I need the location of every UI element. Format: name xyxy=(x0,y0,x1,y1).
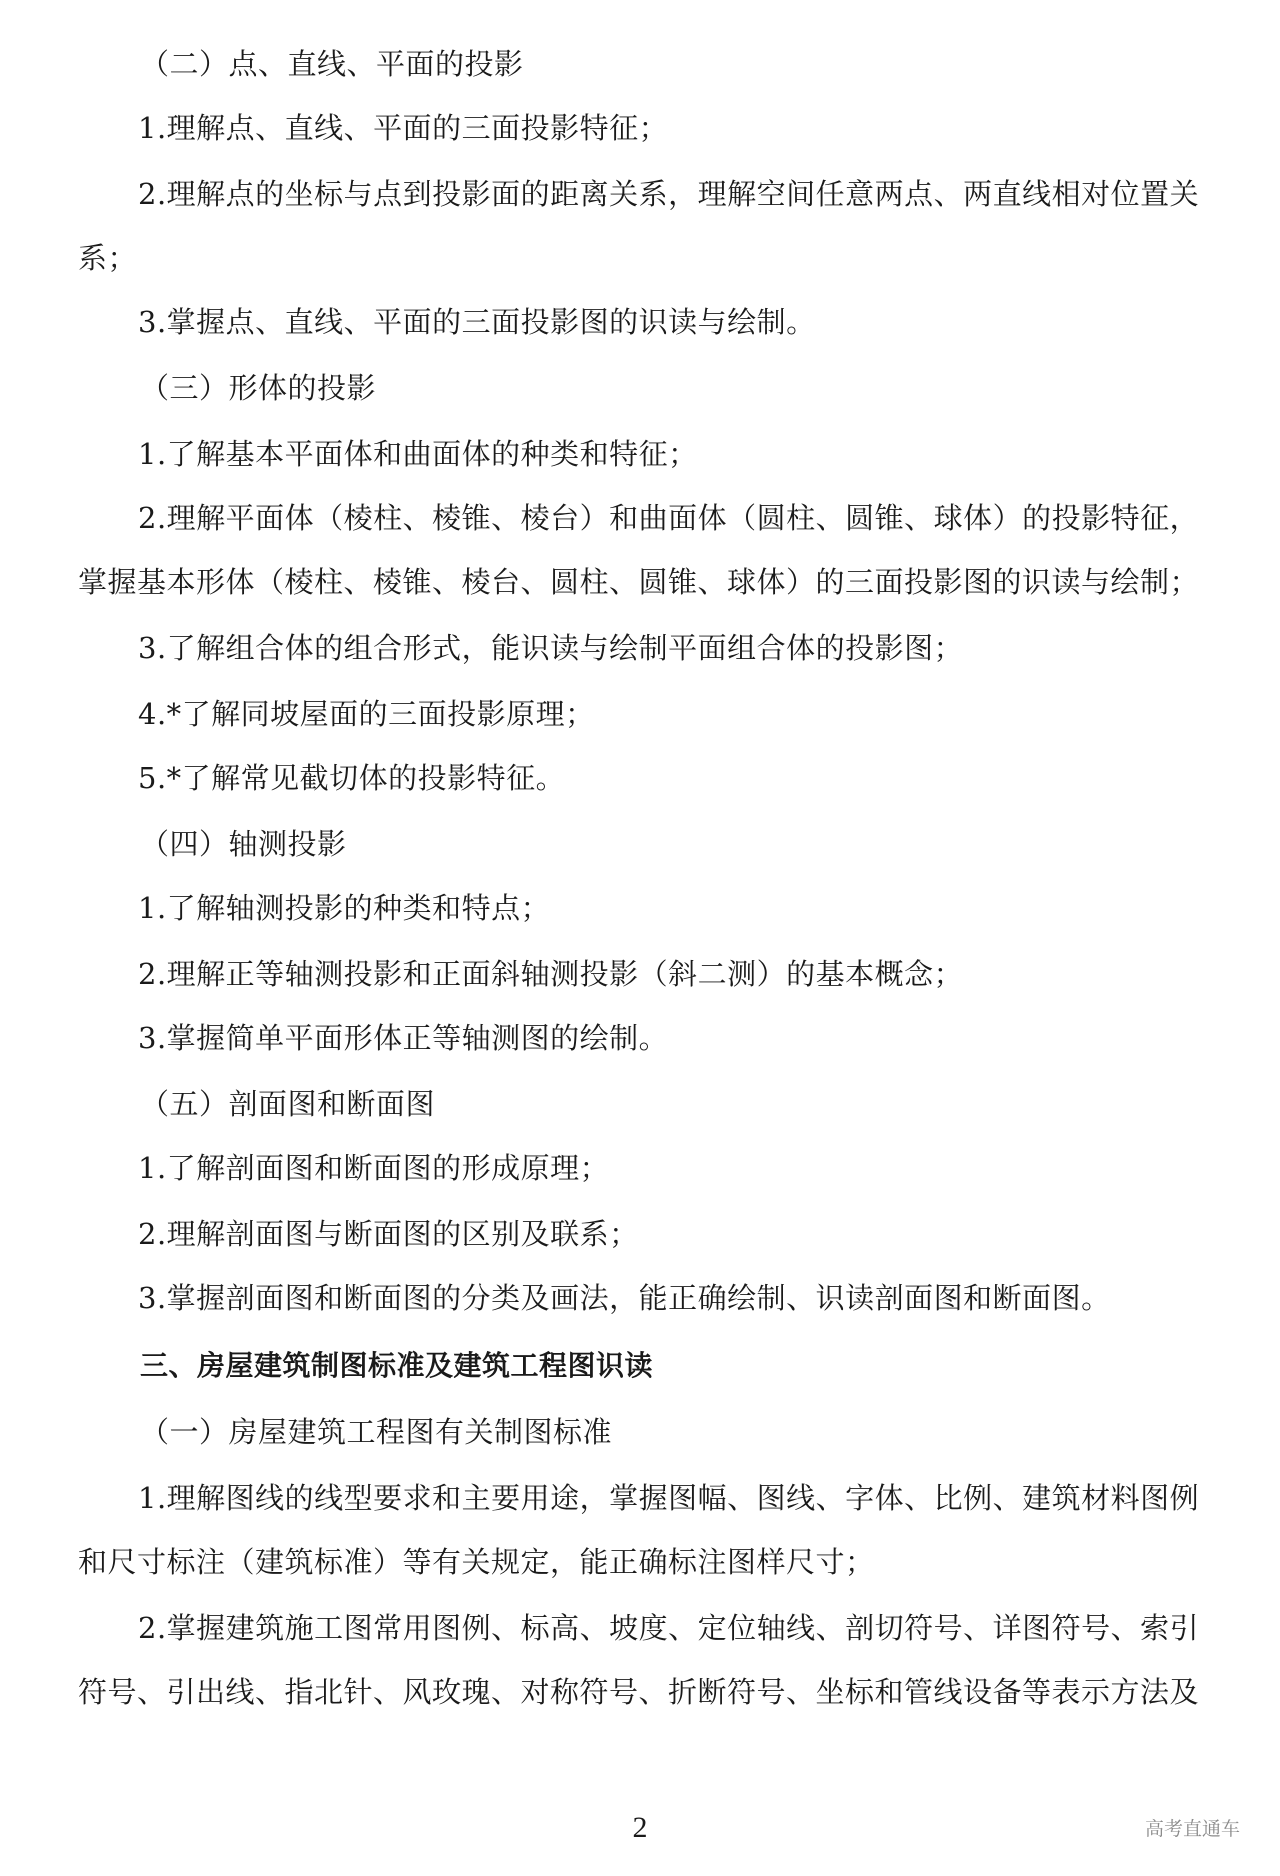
text-line: 3.掌握点、直线、平面的三面投影图的识读与绘制。 xyxy=(138,305,816,339)
text-line: （一）房屋建筑工程图有关制图标准 xyxy=(140,1415,613,1449)
text-line: 1.了解基本平面体和曲面体的种类和特征； xyxy=(138,437,698,471)
text-line: 4.*了解同坡屋面的三面投影原理； xyxy=(138,697,595,731)
text-line: （四）轴测投影 xyxy=(140,827,347,861)
watermark: 高考直通车 xyxy=(1144,1818,1240,1840)
text-line: 5.*了解常见截切体的投影特征。 xyxy=(138,761,566,795)
text-line: （五）剖面图和断面图 xyxy=(140,1087,436,1121)
text-line: 1.理解图线的线型要求和主要用途，掌握图幅、图线、字体、比例、建筑材料图例 xyxy=(138,1481,1200,1515)
text-line: （二）点、直线、平面的投影 xyxy=(140,47,524,81)
text-line: 3.掌握剖面图和断面图的分类及画法，能正确绘制、识读剖面图和断面图。 xyxy=(138,1281,1111,1315)
text-line: 3.了解组合体的组合形式，能识读与绘制平面组合体的投影图； xyxy=(138,631,964,665)
text-line: 1.了解剖面图和断面图的形成原理； xyxy=(138,1151,610,1185)
text-line: 2.理解平面体（棱柱、棱锥、棱台）和曲面体（圆柱、圆锥、球体）的投影特征， xyxy=(138,501,1200,535)
text-line: 1.理解点、直线、平面的三面投影特征； xyxy=(138,111,669,145)
text-line: 2.理解点的坐标与点到投影面的距离关系，理解空间任意两点、两直线相对位置关 xyxy=(138,177,1200,211)
text-line: 掌握基本形体（棱柱、棱锥、棱台、圆柱、圆锥、球体）的三面投影图的识读与绘制； xyxy=(78,565,1200,599)
text-line: 1.了解轴测投影的种类和特点； xyxy=(138,891,551,925)
text-line: （三）形体的投影 xyxy=(140,371,377,405)
section-heading: 三、房屋建筑制图标准及建筑工程图识读 xyxy=(140,1349,654,1382)
text-line: 系； xyxy=(78,241,138,275)
page-number: 2 xyxy=(632,1811,648,1844)
text-line: 2.理解正等轴测投影和正面斜轴测投影（斜二测）的基本概念； xyxy=(138,957,964,991)
text-line: 和尺寸标注（建筑标准）等有关规定，能正确标注图样尺寸； xyxy=(78,1545,875,1579)
text-line: 符号、引出线、指北针、风玫瑰、对称符号、折断符号、坐标和管线设备等表示方法及 xyxy=(78,1675,1200,1709)
text-line: 2.掌握建筑施工图常用图例、标高、坡度、定位轴线、剖切符号、详图符号、索引 xyxy=(138,1611,1200,1645)
text-line: 3.掌握简单平面形体正等轴测图的绘制。 xyxy=(138,1021,669,1055)
text-line: 2.理解剖面图与断面图的区别及联系； xyxy=(138,1217,639,1251)
